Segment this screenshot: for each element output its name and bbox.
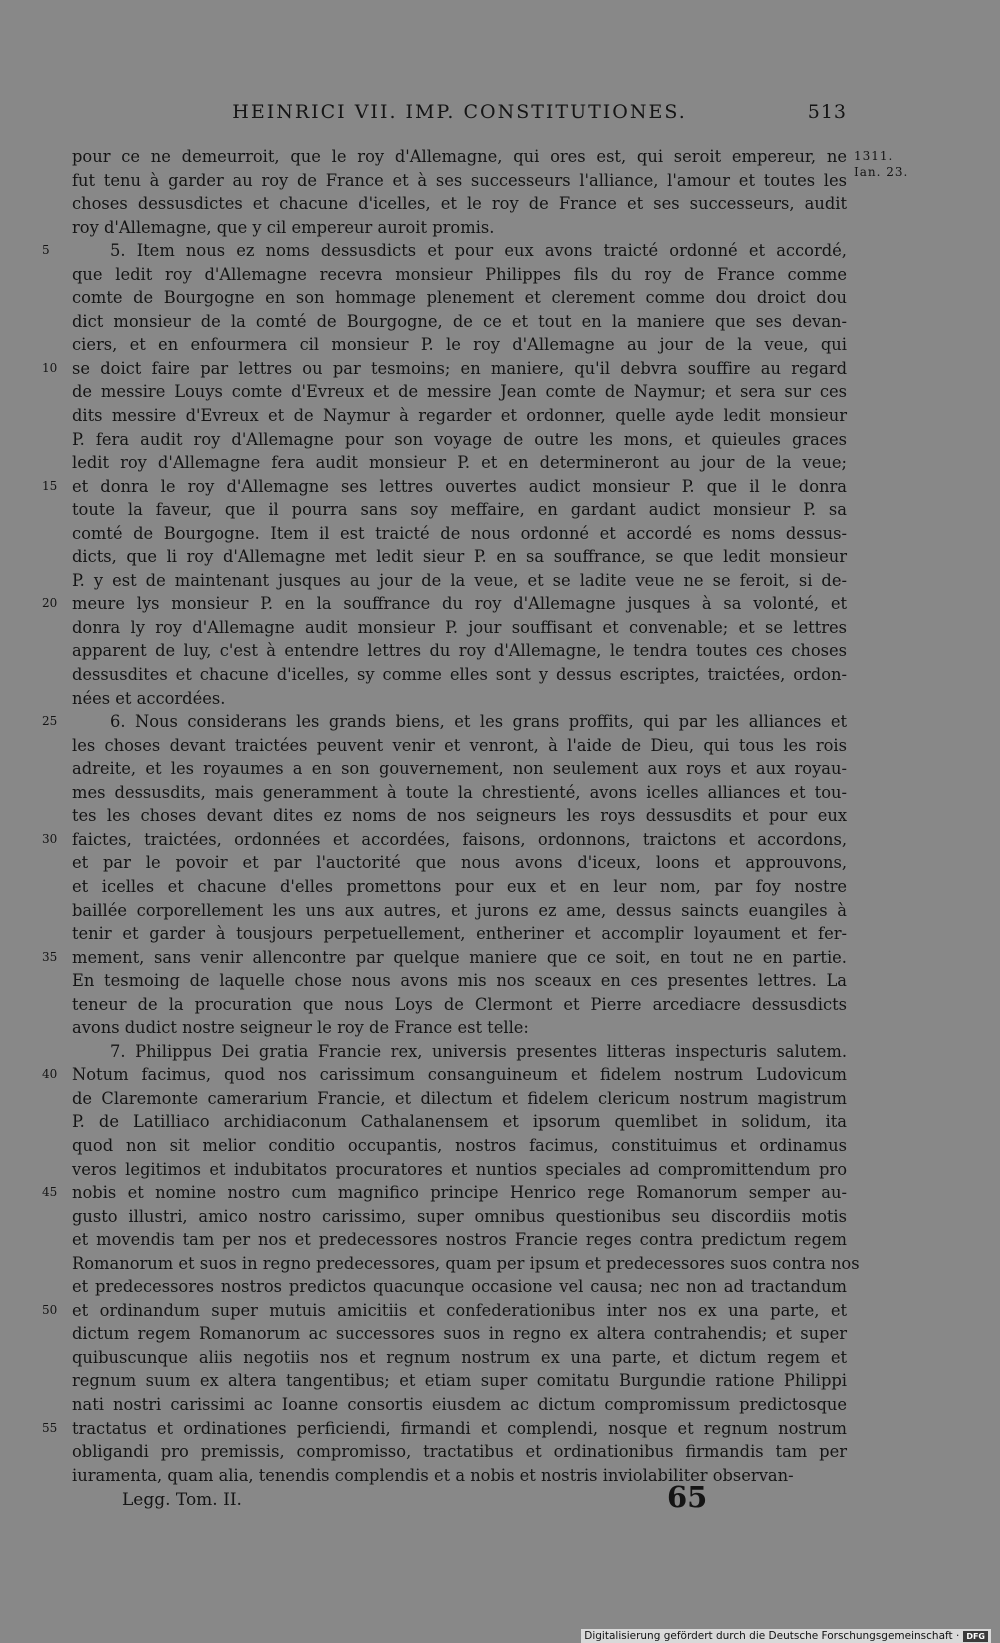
- line-number: 55: [42, 1420, 58, 1435]
- text-line: [42, 946, 847, 970]
- line-text: et icelles et chacune d'elles promettons pour eux et en leur nom, par foy nostre: [72, 876, 847, 896]
- line-text: que ledit roy d'Allemagne recevra monsieur Philippes fils du roy de France comme: [72, 264, 847, 284]
- line-text: ciers, et en enfourmera cil monsieur P. le roy d'Allemagne au jour de la veue, qui: [72, 335, 847, 355]
- line-text: ledit roy d'Allemagne fera audit monsieur P. et en determineront au jour de la veue;: [72, 453, 847, 473]
- text-line: [72, 639, 847, 663]
- text-line: [72, 145, 847, 169]
- line-text: iuramenta, quam alia, tenendis complendis et a nobis et nostris inviolabiliter observan-: [72, 1465, 794, 1485]
- margin-date: Ian. 23.: [854, 165, 909, 179]
- text-line: [72, 875, 847, 899]
- body-text: [42, 145, 860, 1487]
- page-footer: [122, 1482, 722, 1522]
- line-text: de messire Louys comte d'Evreux et de messire Jean comte de Naymur; et sera sur ces: [72, 382, 847, 402]
- text-line: [72, 804, 847, 828]
- line-number: 25: [42, 714, 58, 729]
- text-line: [72, 192, 847, 216]
- line-text: dessusdites et chacune d'icelles, sy comme elles sont y dessus escriptes, traictées, ordon-: [72, 665, 847, 685]
- text-line: [72, 993, 847, 1017]
- text-line: [42, 1063, 847, 1087]
- text-line: [72, 1040, 847, 1064]
- line-text: apparent de luy, c'est à entendre lettres du roy d'Allemagne, le tendra toutes ces choses: [72, 641, 847, 661]
- running-header: [72, 101, 847, 129]
- text-line: [72, 1346, 847, 1370]
- line-text: et par le povoir et par l'auctorité que nous avons d'iceux, loons et approuvons,: [72, 853, 847, 873]
- text-line: [72, 310, 847, 334]
- line-number: 10: [42, 360, 58, 375]
- line-text: toute la faveur, que il pourra sans soy meffaire, en gardant audict monsieur P. sa: [72, 500, 847, 520]
- line-number: 20: [42, 596, 58, 611]
- line-text: veros legitimos et indubitatos procuratores et nuntios speciales ad compromittendum pro: [72, 1159, 847, 1179]
- line-text: et predecessores nostros predictos quacunque occasione vel causa; nec non ad tractandum: [72, 1277, 847, 1297]
- line-text: choses dessusdictes et chacune d'icelles, et le roy de France et ses successeurs, audit: [72, 194, 847, 214]
- line-number: 45: [42, 1185, 58, 1200]
- line-text: comté de Bourgogne. Item il est traicté de nous ordonné et accordé es noms dessus-: [72, 523, 847, 543]
- line-text: nati nostri carissimi ac Ioanne consortis eiusdem ac dictum compromissum predictosque: [72, 1394, 847, 1414]
- text-line: [72, 1369, 847, 1393]
- line-text: tenir et garder à tousjours perpetuellement, entheriner et accomplir loyaument et fer-: [72, 924, 847, 944]
- line-text: mement, sans venir allencontre par quelque maniere que ce soit, en tout ne en partie.: [72, 947, 847, 967]
- text-line: [72, 1252, 860, 1276]
- text-line: [72, 569, 847, 593]
- margin-year: 1311.: [854, 149, 894, 163]
- text-line: [72, 1134, 847, 1158]
- text-line: [72, 851, 847, 875]
- text-line: [72, 263, 847, 287]
- text-line: [72, 333, 847, 357]
- line-text: les choses devant traictées peuvent venir et venront, à l'aide de Dieu, qui tous les rois: [72, 735, 847, 755]
- text-line: [72, 781, 847, 805]
- text-line: [72, 286, 847, 310]
- text-line: [72, 404, 847, 428]
- text-line: [72, 216, 847, 240]
- line-text: tes les choses devant dites ez noms de nos seigneurs les roys dessusdits et pour eux: [72, 806, 847, 826]
- line-text: et ordinandum super mutuis amicitiis et confederationibus inter nos ex una parte, et: [72, 1300, 847, 1320]
- text-line: [72, 1228, 847, 1252]
- text-line: [72, 169, 847, 193]
- text-line: [42, 1299, 847, 1323]
- text-line: [72, 1087, 847, 1111]
- line-text: dictum regem Romanorum ac successores suos in regno ex altera contrahendis; et super: [72, 1324, 847, 1344]
- line-text: meure lys monsieur P. en la souffrance du roy d'Allemagne jusques à sa volonté, et: [72, 594, 847, 614]
- page-number: 513: [807, 101, 847, 123]
- text-line: [42, 475, 847, 499]
- text-line: [72, 1158, 847, 1182]
- dfg-logo: DFG: [963, 1631, 988, 1642]
- line-text: fut tenu à garder au roy de France et à ses successeurs l'alliance, l'amour et toutes les: [72, 170, 847, 190]
- text-line: [42, 710, 847, 734]
- line-text: nées et accordées.: [72, 688, 226, 708]
- sheet-number: 65: [667, 1480, 708, 1514]
- text-line: [72, 757, 847, 781]
- text-line: [72, 616, 847, 640]
- running-title: HEINRICI VII. IMP. CONSTITUTIONES.: [232, 101, 687, 123]
- line-text: P. y est de maintenant jusques au jour de la veue, et se ladite veue ne se feroit, si de-: [72, 570, 847, 590]
- text-line: [42, 828, 847, 852]
- line-text: Romanorum et suos in regno predecessores, quam per ipsum et predecessores suos contra nos: [72, 1253, 860, 1273]
- text-line: [72, 1322, 847, 1346]
- text-line: [42, 357, 847, 381]
- line-text: et donra le roy d'Allemagne ses lettres ouvertes audict monsieur P. que il le donra: [72, 476, 847, 496]
- line-text: mes dessusdits, mais generamment à toute la chrestienté, avons icelles alliances et tou-: [72, 782, 847, 802]
- text-line: [72, 922, 847, 946]
- text-line: [72, 545, 847, 569]
- text-line: [72, 451, 847, 475]
- line-text: P. de Latilliaco archidiaconum Cathalanensem et ipsorum quemlibet in solidum, ita: [72, 1112, 847, 1132]
- line-text: adreite, et les royaumes a en son gouvernement, non seulement aux roys et aux royau-: [72, 759, 847, 779]
- text-line: [72, 969, 847, 993]
- text-line: [72, 1275, 847, 1299]
- line-text: pour ce ne demeurroit, que le roy d'Allemagne, qui ores est, qui seroit empereur, ne: [72, 147, 847, 166]
- text-line: [72, 380, 847, 404]
- line-text: teneur de la procuration que nous Loys de Clermont et Pierre arcediacre dessusdicts: [72, 994, 847, 1014]
- line-text: comte de Bourgogne en son hommage plenement et clerement comme dou droict dou: [72, 288, 847, 308]
- line-text: baillée corporellement les uns aux autres, et jurons ez ame, dessus saincts euangiles à: [72, 900, 847, 920]
- text-line: [72, 899, 847, 923]
- line-text: faictes, traictées, ordonnées et accordées, faisons, ordonnons, traictons et accordons,: [72, 829, 847, 849]
- text-line: [72, 1393, 847, 1417]
- text-line: [72, 1110, 847, 1134]
- line-text: tractatus et ordinationes perficiendi, firmandi et complendi, nosque et regnum nostrum: [72, 1418, 847, 1438]
- line-text: gusto illustri, amico nostro carissimo, super omnibus questionibus seu discordiis motis: [72, 1206, 847, 1226]
- text-line: [72, 428, 847, 452]
- text-line: [72, 1205, 847, 1229]
- line-text: roy d'Allemagne, que y cil empereur auroit promis.: [72, 217, 495, 237]
- text-line: [42, 592, 847, 616]
- text-line: [72, 663, 847, 687]
- line-text: dict monsieur de la comté de Bourgogne, de ce et tout en la maniere que ses devan-: [72, 311, 847, 331]
- text-line: [42, 239, 847, 263]
- text-line: [72, 498, 847, 522]
- line-text: dicts, que li roy d'Allemagne met ledit sieur P. en sa souffrance, se que ledit monsieur: [72, 547, 847, 567]
- line-text: nobis et nomine nostro cum magnifico principe Henrico rege Romanorum semper au-: [72, 1183, 847, 1203]
- line-number: 35: [42, 949, 58, 964]
- line-text: et movendis tam per nos et predecessores nostros Francie reges contra predictum regem: [72, 1230, 847, 1250]
- line-text: 7. Philippus Dei gratia Francie rex, universis presentes litteras inspecturis salutem.: [110, 1041, 847, 1061]
- digitization-credit: [581, 1629, 991, 1643]
- text-line: [72, 1440, 847, 1464]
- line-text: donra ly roy d'Allemagne audit monsieur P. jour souffisant et convenable; et se lettres: [72, 617, 847, 637]
- line-text: En tesmoing de laquelle chose nous avons mis nos sceaux en ces presentes lettres. La: [72, 971, 847, 991]
- line-text: quibuscunque aliis negotiis nos et regnum nostrum ex una parte, et dictum regem et: [72, 1347, 847, 1367]
- line-text: 6. Nous considerans les grands biens, et les grans proffits, qui par les alliances et: [110, 712, 847, 732]
- line-text: P. fera audit roy d'Allemagne pour son voyage de outre les mons, et quieules graces: [72, 429, 847, 449]
- line-text: se doict faire par lettres ou par tesmoins; en maniere, qu'il debvra souffire au regard: [72, 358, 847, 378]
- line-number: 50: [42, 1302, 58, 1317]
- signature-mark: Legg. Tom. II.: [122, 1490, 242, 1510]
- credit-text: Digitalisierung gefördert durch die Deutsche Forschungsgemeinschaft ·: [584, 1630, 960, 1642]
- line-number: 40: [42, 1067, 58, 1082]
- line-text: 5. Item nous ez noms dessusdicts et pour eux avons traicté ordonné et accordé,: [110, 241, 847, 261]
- line-number: 15: [42, 478, 58, 493]
- text-line: [72, 734, 847, 758]
- text-line: [72, 687, 847, 711]
- text-line: [42, 1181, 847, 1205]
- line-text: dits messire d'Evreux et de Naymur à regarder et ordonner, quelle ayde ledit monsieur: [72, 406, 847, 426]
- line-text: de Claremonte camerarium Francie, et dilectum et fidelem clericum nostrum magistrum: [72, 1088, 847, 1108]
- text-line: [42, 1417, 847, 1441]
- line-text: obligandi pro premissis, compromisso, tractatibus et ordinationibus firmandis tam per: [72, 1442, 847, 1462]
- line-text: regnum suum ex altera tangentibus; et etiam super comitatu Burgundie ratione Philippi: [72, 1371, 847, 1391]
- line-text: Notum facimus, quod nos carissimum consanguineum et fidelem nostrum Ludovicum: [72, 1065, 847, 1085]
- line-number: 5: [42, 243, 50, 258]
- line-text: avons dudict nostre seigneur le roy de France est telle:: [72, 1018, 529, 1038]
- text-line: [72, 1016, 847, 1040]
- text-line: [72, 522, 847, 546]
- line-number: 30: [42, 831, 58, 846]
- line-text: quod non sit melior conditio occupantis, nostros facimus, constituimus et ordinamus: [72, 1135, 847, 1155]
- margin-date-note: [854, 148, 908, 180]
